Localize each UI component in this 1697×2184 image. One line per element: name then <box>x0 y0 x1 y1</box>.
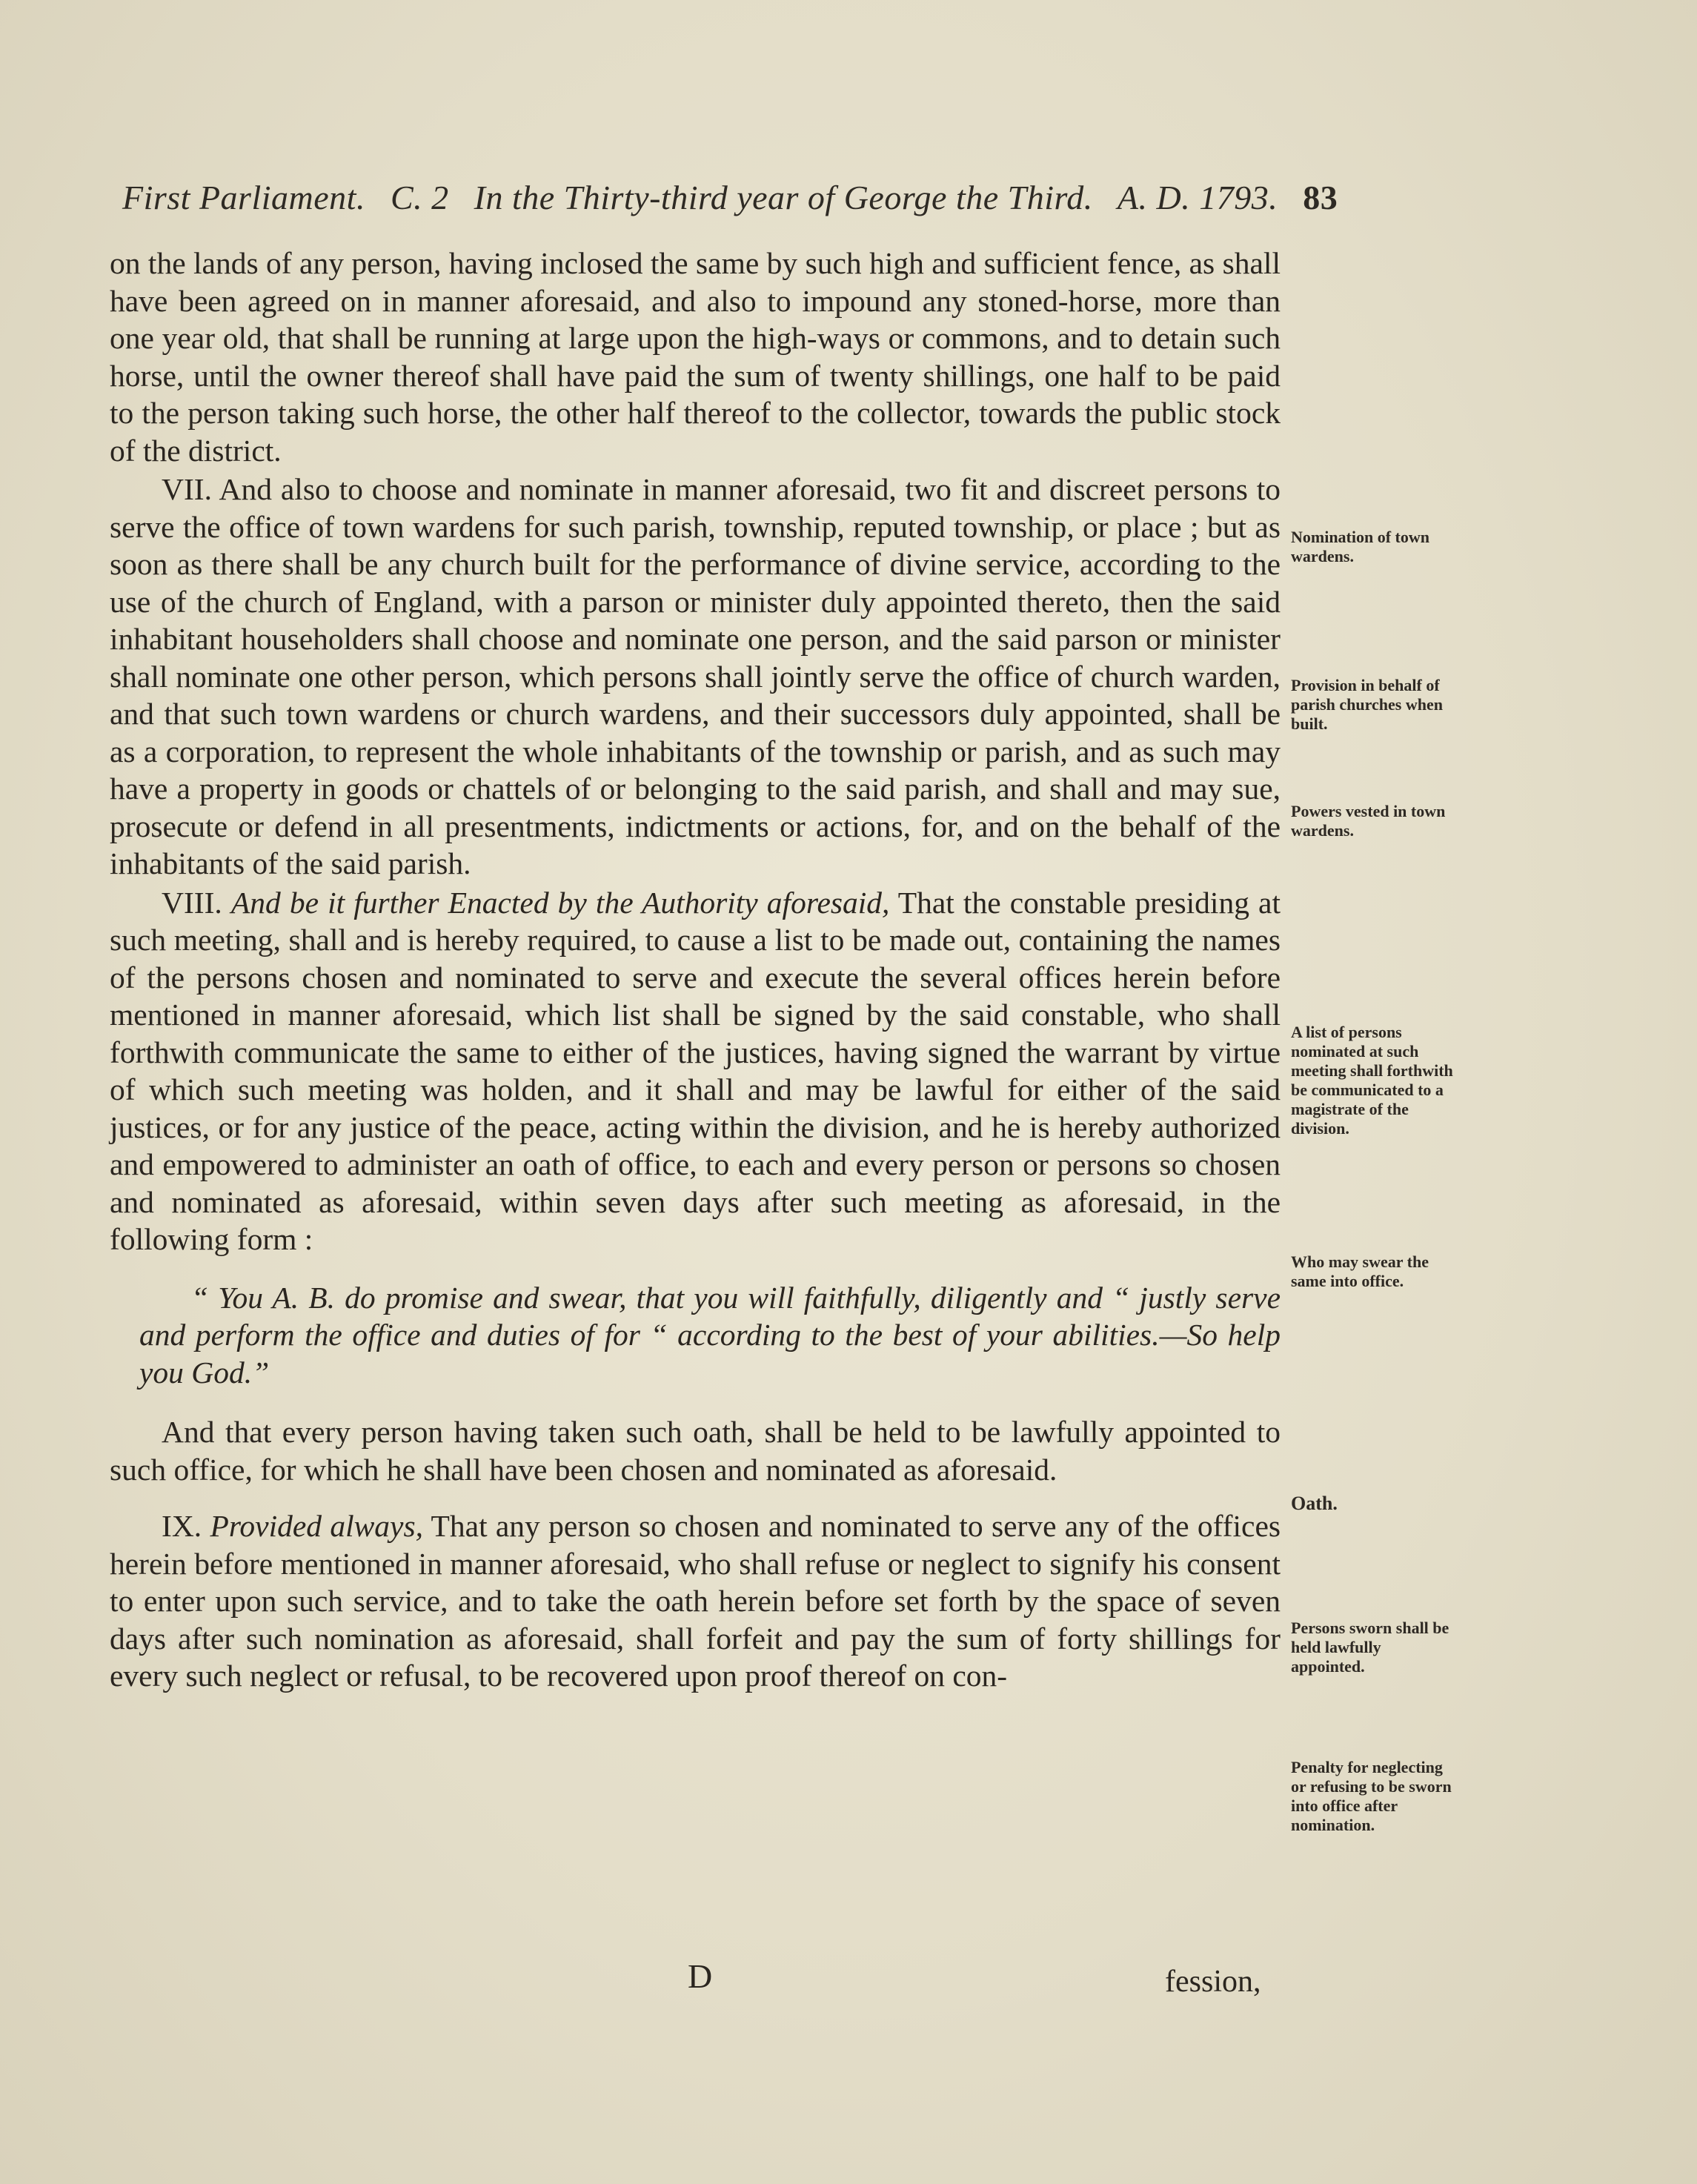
header-year: A. D. 1793. <box>1117 179 1278 216</box>
header-title: In the Thirty-third year of George the Third. <box>474 179 1093 216</box>
margin-note-penalty: Penalty for neglecting or refusing to be sworn into office after nomination. <box>1291 1758 1452 1834</box>
enacting-clause: And be it further Enacted by the Authority aforesaid, <box>230 885 890 920</box>
header-parliament: First Parliament. <box>122 179 365 216</box>
section-number: VIII. <box>162 885 222 920</box>
margin-note-town-wardens: Nomination of town wardens. <box>1291 528 1430 565</box>
section-text: That any person so chosen and nominated to serve any of the offices herein before mentioned in manner aforesaid, who shall refuse or neglect to signify his consent to enter upon such service, and to take the oath herein before set forth by the space of seven days after such nomination as aforesaid, shall forfeit and pay the sum of forty shillings for every such neglect or refusal, to be recovered upon proof thereof on con- <box>110 1509 1281 1693</box>
header-chapter: C. 2 <box>390 179 449 216</box>
section-number: IX. <box>162 1509 202 1543</box>
running-header <box>122 178 1471 217</box>
paragraph-section-8 <box>110 884 1281 1258</box>
paragraph-section-9 <box>110 1507 1281 1695</box>
section-text: That the constable presiding at such meeting, shall and is hereby required, to cause a list to be made out, containing the names of the persons chosen and nominated to serve and execute the several offices herein before mentioned in manner aforesaid, which list shall be signed by the said constable, who shall forthwith communicate the same to either of the justices, having signed the warrant by virtue of which such meeting was holden, and it shall and may be lawful for either of the said justices, or for any justice of the peace, acting within the division, and he is hereby authorized and empowered to administer an oath of office, to each and every person or persons so chosen and nominated as aforesaid, within seven days after such meeting as aforesaid, in the following form : <box>110 885 1281 1256</box>
catchword: fession, <box>1165 1965 1261 1999</box>
paragraph-section-7: VII. And also to choose and nominate in manner aforesaid, two fit and discreet persons to serve the office of town wardens for such parish, township, reputed township, or place ; but as soon as there shall be any church built for the performance of divine service, according to the use of the church of England, with a parson or minister duly appointed thereto, then the said inhabitant householders shall choose and nominate one person, and the said parson or minister shall nominate one other person, which persons shall jointly serve the office of church warden, and that such town wardens or church wardens, and their successors duly appointed, shall be as a corporation, to represent the whole inhabitants of the township or parish, and as such may have a property in goods or chattels of or belonging to the said parish, and shall and may sue, prosecute or defend in all presentments, indictments or actions, for, and on the behalf of the inhabitants of the said parish. <box>110 472 1281 880</box>
margin-note-persons-sworn: Persons sworn shall be held lawfully appointed. <box>1291 1619 1449 1676</box>
margin-note-oath: Oath. <box>1291 1493 1338 1514</box>
margin-note-powers: Powers vested in town wardens. <box>1291 802 1446 840</box>
paragraph-lawful-appointment: And that every person having taken such oath, shall be held to be lawfully appointed to such office, for which he shall have been chosen and nominated as aforesaid. <box>110 1415 1281 1487</box>
proviso-clause: Provided always, <box>210 1509 423 1543</box>
paragraph-continuation: on the lands of any person, having inclosed the same by such high and sufficient fence, as shall have been agreed on in manner aforesaid, and also to impound any stoned-horse, more than one year old, that shall be running at large upon the high-ways or commons, and to detain such horse, until the owner thereof shall have paid the sum of twenty shillings, one half to be paid to the person taking such horse, the other half thereof to the collector, towards the public stock of the district. <box>110 246 1281 468</box>
margin-note-list: A list of persons nominated at such meeting shall forthwith be communicated to a magistrate of the division. <box>1291 1023 1453 1138</box>
margin-note-parish-churches: Provision in behalf of parish churches when built. <box>1291 676 1443 733</box>
signature-mark: D <box>688 1957 713 1995</box>
margin-note-swear: Who may swear the same into office. <box>1291 1252 1429 1290</box>
page-number: 83 <box>1303 179 1338 216</box>
oath-text: “ You A. B. do promise and swear, that you will faithfully, diligently and “ justly serve and perform the office and duties of for “ according to the best of your abilities.—So help you God.” <box>139 1280 1281 1390</box>
body-text <box>110 245 1281 1695</box>
